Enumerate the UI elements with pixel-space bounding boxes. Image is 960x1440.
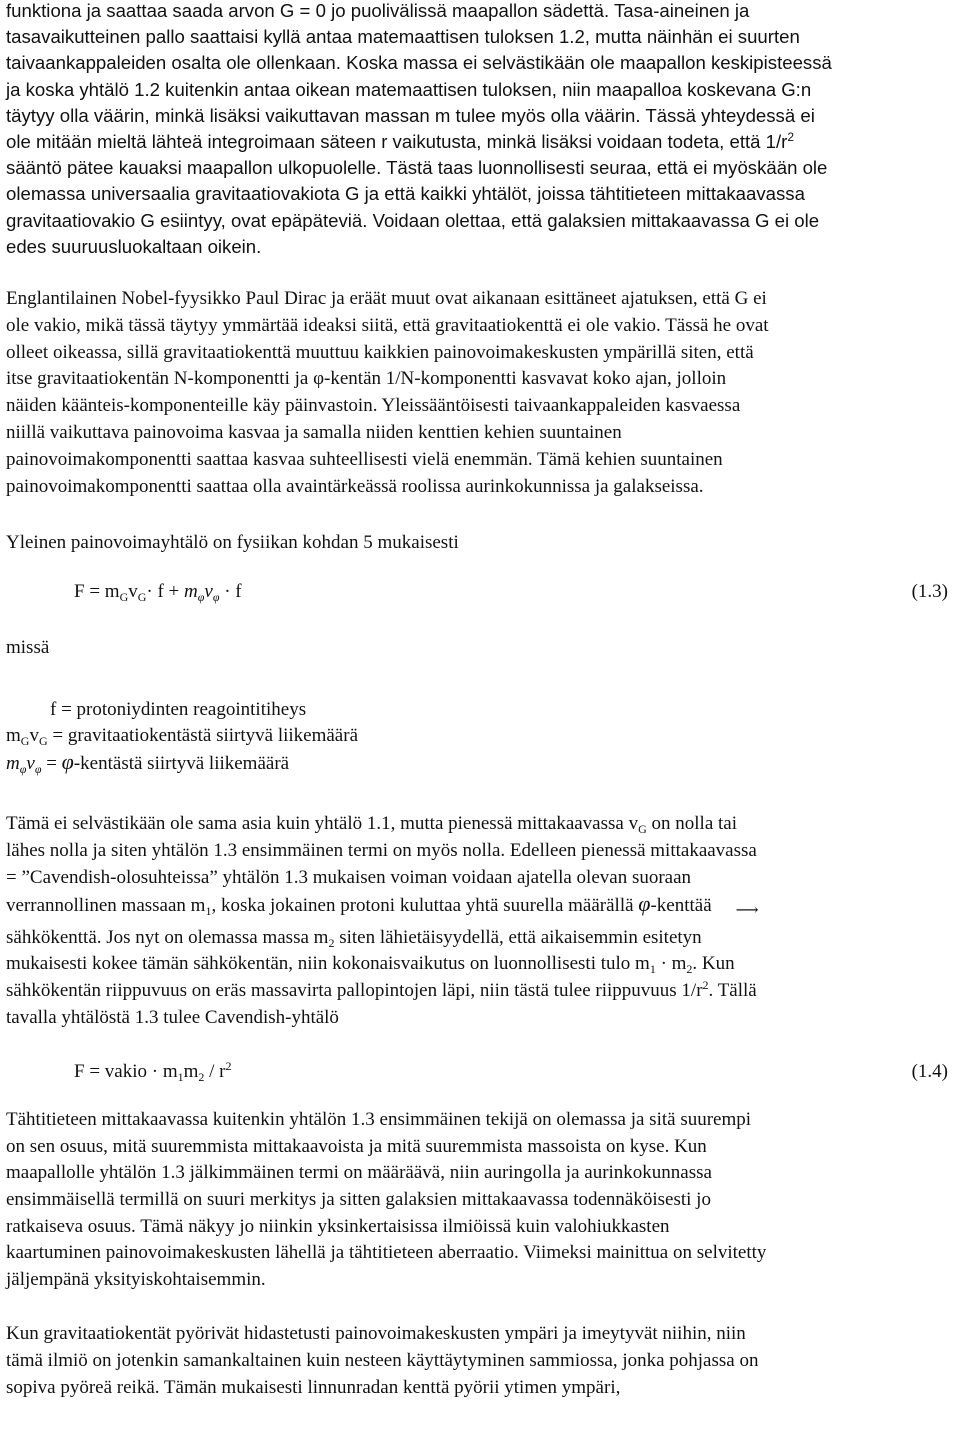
definition-mphi: $m_\varphi v_\varphi$ = φ-kentästä siirtyvä liikemäärä	[6, 749, 290, 777]
paragraph-3	[6, 811, 954, 1031]
text-fragment: ole mitään mieltä lähteä integroimaan säteen r vaikutusta, minkä lisäksi voidaan todeta, että 1/r	[6, 131, 788, 153]
paragraph-2	[6, 286, 954, 500]
equation-number: (1.3)	[911, 580, 948, 602]
definition-mGvG: $m_Gv_G$ = gravitaatiokentästä siirtyvä liikemäärä	[6, 725, 358, 749]
text-line: on sen osuus, mitä suuremmista mittakaavoista ja mitä suuremmista massoista on kyse. Kun	[6, 1135, 707, 1157]
equation-number: (1.4)	[911, 1061, 948, 1083]
text-line: = ”Cavendish-olosuhteissa” yhtälön 1.3 mukaisen voiman voidaan ajatella olevan suoraan	[6, 866, 692, 888]
equation-body: F = vakio · $m_1m_2 / r^2$	[74, 1059, 232, 1085]
superscript: 2	[787, 130, 795, 145]
text-line: kaartuminen painovoimakeskusten lähellä ja tähtitieteen aberraatio. Viimeksi mainittua on selvitetty	[6, 1242, 767, 1264]
definitions	[6, 697, 954, 778]
text-line: olleet oikeassa, sillä gravitaatiokenttä muuttuu kaikkien painovoimakeskusten ympärillä siten, että	[6, 341, 754, 363]
text-line: sopiva pyöreä reikä. Tämän mukaisesti linnunradan kenttä pyörii ytimen ympäri,	[6, 1376, 621, 1398]
text-line: verrannollinen massaan $m_1$, koska jokainen protoni kuluttaa yhtä suurella määrällä φ-kenttää ⟶	[6, 891, 954, 925]
definition-f: f = protoniydinten reagointitiheys	[50, 698, 307, 720]
paragraph-1	[6, 0, 954, 260]
text-line: näiden käänteis-komponenteille käy päinvastoin. Yleissääntöisesti taivaankappaleiden kasvaessa	[6, 395, 741, 417]
paragraph-5	[6, 1321, 954, 1401]
text-line: tämä ilmiö on jotenkin samankaltainen kuin nesteen käyttäytyminen sammiossa, jonka pohjassa on	[6, 1349, 759, 1371]
text-line: ratkaiseva osuus. Tämä näkyy jo niinkin yksinkertaisissa ilmiöissä kuin valohiukkasten	[6, 1215, 670, 1237]
arrow-icon: ⟶	[735, 902, 759, 920]
text-line: lähes nolla ja siten yhtälön 1.3 ensimmäinen termi on myös nolla. Edelleen pienessä mittakaavassa	[6, 840, 757, 862]
text-line: ja koska yhtälö 1.2 kuitenkin antaa oikean matemaattisen tuloksen, niin maapalloa koskevana G:n	[6, 78, 812, 100]
equation-1-4	[6, 1059, 954, 1089]
text-line: funktiona ja saattaa saada arvon G = 0 jo puolivälissä maapallon sädettä. Tasa-aineinen ja	[6, 0, 750, 21]
text-line: sähkökenttä. Jos nyt on olemassa massa $m_2$ siten lähietäisyydellä, että aikaisemmin esitetyn	[6, 926, 702, 950]
text-line: Kun gravitaatiokentät pyörivät hidastetusti painovoimakeskusten ympäri ja imeytyvät niihin, niin	[6, 1323, 746, 1345]
text-line: sääntö pätee kauaksi maapallon ulkopuolelle. Tästä taas luonnollisesti seuraa, että ei myöskään ole	[6, 157, 828, 179]
text-line: maapallolle yhtälön 1.3 jälkimmäinen termi on määräävä, niin auringolla ja aurinkokunnassa	[6, 1162, 712, 1184]
text-line: edes suuruusluokaltaan oikein.	[6, 235, 262, 257]
text-line: Englantilainen Nobel-fyysikko Paul Dirac ja eräät muut ovat aikanaan esittäneet ajatuksen, että G ei	[6, 288, 767, 310]
text-line: tasavaikutteinen pallo saattaisi kyllä antaa matemaattisen tuloksen 1.2, mutta näinhän ei suurten	[6, 26, 800, 48]
missa-label: missä	[6, 636, 50, 658]
text-line: Tähtitieteen mittakaavassa kuitenkin yhtälön 1.3 ensimmäinen tekijä on olemassa ja sitä suurempi	[6, 1109, 752, 1131]
equation-intro: Yleinen painovoimayhtälö on fysiikan kohdan 5 mukaisesti	[6, 532, 459, 554]
text-line: täytyy olla väärin, minkä lisäksi vaikuttavan massan m tulee myös olla väärin. Tässä yhteydessä ei	[6, 104, 815, 126]
text-line: taivaankappaleiden osalta ole ollenkaan. Koska massa ei selvästikään ole maapallon keskipisteessä	[6, 52, 832, 74]
text-line: gravitaatiovakio G esiintyy, ovat epäpäteviä. Voidaan olettaa, että galaksien mittakaavassa G ei ole	[6, 209, 820, 231]
text-line: sähkökentän riippuvuus on eräs massavirta pallopintojen läpi, niin tästä tulee riippuvuus $1/r^2$. Tällä	[6, 977, 757, 1001]
text-line: ensimmäisellä termillä on suuri merkitys ja sitten galaksien mittakaavassa todennäköisesti jo	[6, 1188, 711, 1210]
text-line: olemassa universaalia gravitaatiovakiota G ja että kaikki yhtälöt, joissa tähtitieteen mittakaavassa	[6, 183, 805, 205]
document-page	[6, 0, 954, 1401]
equation-body: $F = m_Gv_G\cdot f + m_\varphi v_\varphi \cdot f$	[74, 580, 242, 604]
paragraph-4	[6, 1107, 954, 1293]
text-line: ole vakio, mikä tässä täytyy ymmärtää ideaksi siitä, että gravitaatiokenttä ei ole vakio. Tässä he ovat	[6, 314, 769, 336]
text-line	[6, 129, 954, 155]
text-line: painovoimakomponentti saattaa kasvaa suhteellisesti vielä enemmän. Tämä kehien suuntainen	[6, 448, 723, 470]
text-line: Tämä ei selvästikään ole sama asia kuin yhtälö 1.1, mutta pienessä mittakaavassa $v_G$ on nolla tai	[6, 813, 737, 837]
text-line: tavalla yhtälöstä 1.3 tulee Cavendish-yhtälö	[6, 1006, 339, 1028]
text-line: mukaisesti kokee tämän sähkökentän, niin kokonaisvaikutus on luonnollisesti tulo $m_1 \cdot m_2$. Kun	[6, 953, 735, 977]
equation-1-3	[6, 579, 954, 609]
text-line: jäljempänä yksityiskohtaisemmin.	[6, 1268, 266, 1290]
text-line: niillä vaikuttava painovoima kasvaa ja samalla niiden kenttien kehien suuntainen	[6, 422, 622, 444]
text-line: painovoimakomponentti saattaa olla avaintärkeässä roolissa aurinkokunnissa ja galakseissa.	[6, 475, 704, 497]
text-line: itse gravitaatiokentän N-komponentti ja φ-kentän 1/N-komponentti kasvavat koko ajan, jolloin	[6, 368, 727, 390]
